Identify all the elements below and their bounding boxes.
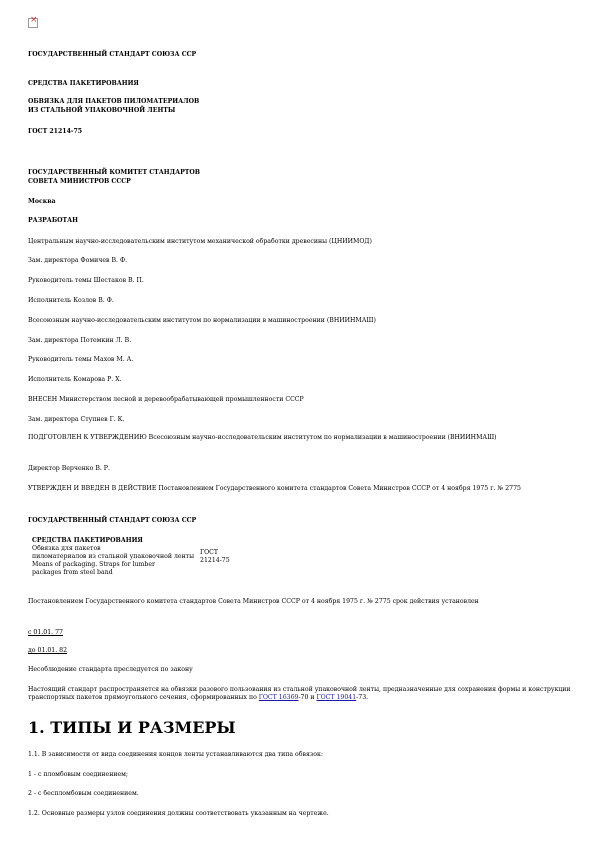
developed-heading: РАЗРАБОТАН bbox=[28, 217, 79, 224]
gost-16369-link[interactable]: ГОСТ 16369 bbox=[258, 694, 299, 701]
scope-text-mid: -70 и bbox=[298, 694, 317, 701]
committee-line-1: ГОСУДАРСТВЕННЫЙ КОМИТЕТ СТАНДАРТОВ bbox=[28, 169, 201, 176]
standard-gost-label: ГОСТ bbox=[200, 549, 219, 556]
penalty-notice: Несоблюдение стандарта преследуется по закону bbox=[28, 666, 193, 673]
org1-lead: Руководитель темы Шестаков В. П. bbox=[28, 277, 144, 284]
standard-name-cell bbox=[30, 537, 196, 577]
standard-name-line-2: пиломатериалов из стальной упаковочной ленты bbox=[32, 553, 195, 560]
standard-gost-number: 21214-75 bbox=[200, 557, 230, 564]
section-1-p4: 1.2. Основные размеры узлов соединения должны соответствовать указанным на чертеже. bbox=[28, 810, 329, 817]
introduced-text: ВНЕСЕН Министерством лесной и деревообрабатывающей промышленности СССР bbox=[28, 396, 304, 403]
gost-number: ГОСТ 21214-75 bbox=[28, 128, 83, 135]
org1-deputy: Зам. директора Фомичев В. Ф. bbox=[28, 257, 128, 264]
standard-name-table bbox=[30, 537, 232, 577]
standard-name-line-1: Обвязка для пакетов bbox=[32, 545, 101, 552]
title-line-1: ОБВЯЗКА ДЛЯ ПАКЕТОВ ПИЛОМАТЕРИАЛОВ bbox=[28, 98, 200, 105]
broken-image-icon bbox=[28, 18, 38, 28]
section-1-p3: 2 - с беспломбовым соединением. bbox=[28, 790, 139, 797]
developer-org-2: Всесоюзным научно-исследовательским институтом по нормализации в машиностроении (ВНИИНМАШ) bbox=[28, 317, 376, 324]
city: Москва bbox=[28, 198, 56, 205]
title-line-2: ИЗ СТАЛЬНОЙ УПАКОВОЧНОЙ ЛЕНТЫ bbox=[28, 107, 176, 114]
gost-19041-link[interactable]: ГОСТ 19041 bbox=[316, 694, 357, 701]
scope-paragraph bbox=[28, 686, 573, 702]
validity-decree: Постановлением Государственного комитета стандартов Совета Министров СССР от 4 ноября 1975 г. № 2775 срок действия установлен bbox=[28, 598, 479, 605]
section-1-p2: 1 - с пломбовым соединением; bbox=[28, 771, 129, 778]
section-1-heading: 1. ТИПЫ И РАЗМЕРЫ bbox=[28, 718, 236, 737]
approved-text: УТВЕРЖДЕН И ВВЕДЕН В ДЕЙСТВИЕ Постановлением Государственного комитета стандартов Совета Министров СССР от 4 ноября 1975 г. № 2775 bbox=[28, 485, 521, 492]
state-standard-heading: ГОСУДАРСТВЕННЫЙ СТАНДАРТ СОЮЗА ССР bbox=[28, 51, 197, 58]
scope-text-after: -73. bbox=[356, 694, 369, 701]
validity-to: до 01.01. 82 bbox=[28, 647, 68, 654]
standard-gost-cell bbox=[196, 537, 232, 577]
standard-name-en-1: Means of packaging. Straps for lumber bbox=[32, 561, 155, 568]
scope-text-before: Настоящий стандарт распространяется на обвязки разового пользования из стальной упаковочной ленты, предназначенные для сохранения формы и конструкции транспортных пакетов прямоугольного сечения, сформированных по bbox=[28, 686, 571, 701]
org1-exec: Исполнитель Козлов В. Ф. bbox=[28, 297, 114, 304]
standard-name-en-2: packages from steel band bbox=[32, 569, 113, 576]
developer-org-1: Центральным научно-исследовательским институтом механической обработки древесины (ЦНИИМОД) bbox=[28, 238, 372, 245]
introduced-deputy: Зам. директора Ступнев Г. К. bbox=[28, 416, 125, 423]
prepared-director: Директор Верченко В. Р. bbox=[28, 465, 110, 472]
validity-from: с 01.01. 77 bbox=[28, 629, 63, 636]
committee-line-2: СОВЕТА МИНИСТРОВ СССР bbox=[28, 178, 131, 185]
prepared-text: ПОДГОТОВЛЕН К УТВЕРЖДЕНИЮ Всесоюзным научно-исследовательским институтом по нормализации в машиностроении (ВНИИНМАШ) bbox=[28, 434, 497, 441]
standard-category: СРЕДСТВА ПАКЕТИРОВАНИЯ bbox=[32, 537, 143, 544]
section-1-p1: 1.1. В зависимости от вида соединения концов ленты устанавливаются два типа обвязок: bbox=[28, 751, 323, 758]
org2-deputy: Зам. директора Потемкин Л. В. bbox=[28, 337, 132, 344]
org2-lead: Руководитель темы Махов М. А. bbox=[28, 356, 134, 363]
org2-exec: Исполнитель Комарова Р. Х. bbox=[28, 376, 122, 383]
category-heading: СРЕДСТВА ПАКЕТИРОВАНИЯ bbox=[28, 80, 139, 87]
state-standard-heading-2: ГОСУДАРСТВЕННЫЙ СТАНДАРТ СОЮЗА ССР bbox=[28, 517, 197, 524]
